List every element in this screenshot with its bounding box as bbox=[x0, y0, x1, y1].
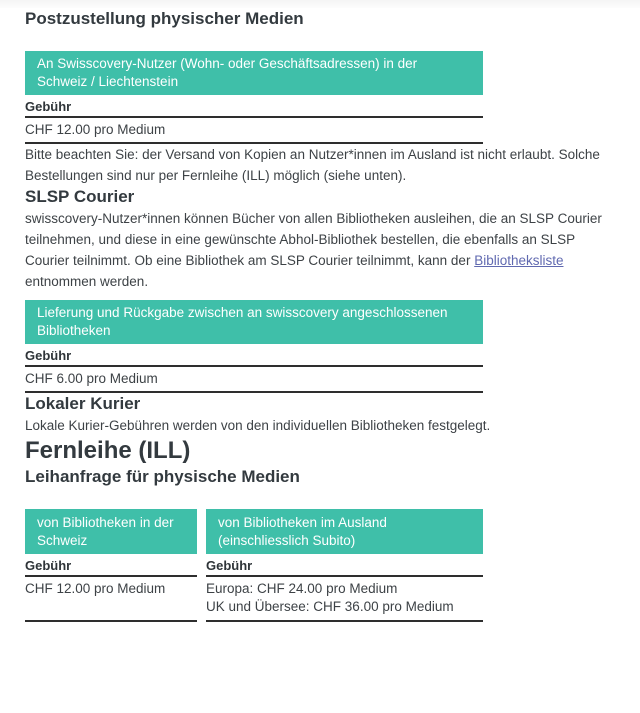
fee-table-postal-value: CHF 12.00 pro Medium bbox=[25, 118, 483, 144]
fee-value-line: CHF 12.00 pro Medium bbox=[25, 581, 166, 596]
slsp-courier-paragraph bbox=[25, 208, 615, 292]
bibliotheksliste-link[interactable]: Bibliotheksliste bbox=[474, 253, 564, 268]
ill-fee-column-ausland-label: Gebühr bbox=[206, 554, 483, 577]
heading-slsp-courier: SLSP Courier bbox=[25, 187, 135, 206]
ill-fee-column-schweiz-value bbox=[25, 577, 197, 622]
fee-table-postal-header: An Swisscovery-Nutzer (Wohn- oder Geschäftsadressen) in der Schweiz / Liechtenstein bbox=[25, 51, 483, 95]
page-content bbox=[0, 8, 640, 628]
ill-fee-column-schweiz-label: Gebühr bbox=[25, 554, 197, 577]
heading-fernleihe-ill: Fernleihe (ILL) bbox=[25, 437, 191, 464]
fee-table-courier-label: Gebühr bbox=[25, 344, 483, 367]
fee-table-courier-header: Lieferung und Rückgabe zwischen an swisscovery angeschlossenen Bibliotheken bbox=[25, 300, 483, 344]
fee-value-line-uk-uebersee: UK und Übersee: CHF 36.00 pro Medium bbox=[206, 599, 454, 614]
ill-fee-column-ausland-value bbox=[206, 577, 483, 622]
fee-table-postal bbox=[25, 51, 483, 144]
heading-postzustellung: Postzustellung physischer Medien bbox=[25, 9, 304, 28]
postal-note-paragraph: Bitte beachten Sie: der Versand von Kopien an Nutzer*innen im Ausland ist nicht erlaubt. Solche Bestellungen sind nur per Fernleihe (ILL) möglich (siehe unten). bbox=[25, 147, 600, 183]
lokaler-kurier-paragraph: Lokale Kurier-Gebühren werden von den individuellen Bibliotheken festgelegt. bbox=[25, 418, 491, 433]
fee-table-postal-label: Gebühr bbox=[25, 95, 483, 118]
ill-fee-table bbox=[25, 509, 483, 622]
fee-table-courier-value: CHF 6.00 pro Medium bbox=[25, 367, 483, 393]
top-edge-strip bbox=[0, 0, 640, 8]
ill-fee-column-schweiz bbox=[25, 509, 197, 622]
heading-leihanfrage: Leihanfrage für physische Medien bbox=[25, 467, 300, 486]
ill-fee-column-schweiz-header: von Bibliotheken in der Schweiz bbox=[25, 509, 197, 554]
slsp-courier-text-after-link: entnommen werden. bbox=[25, 274, 149, 289]
ill-fee-column-ausland bbox=[206, 509, 483, 622]
ill-fee-column-ausland-header: von Bibliotheken im Ausland (einschliesslich Subito) bbox=[206, 509, 483, 554]
slsp-courier-text-before-link: swisscovery-Nutzer*innen können Bücher von allen Bibliotheken ausleihen, die an SLSP Courier teilnehmen, und diese in eine gewünschte Abhol-Bibliothek bestellen, die ebenfalls an SLSP Courier teilnimmt. Ob eine Bibliothek am SLSP Courier teilnimmt, kann der bbox=[25, 211, 602, 268]
fee-value-line-europa: Europa: CHF 24.00 pro Medium bbox=[206, 581, 398, 596]
fee-table-courier bbox=[25, 300, 483, 393]
heading-lokaler-kurier: Lokaler Kurier bbox=[25, 394, 141, 413]
